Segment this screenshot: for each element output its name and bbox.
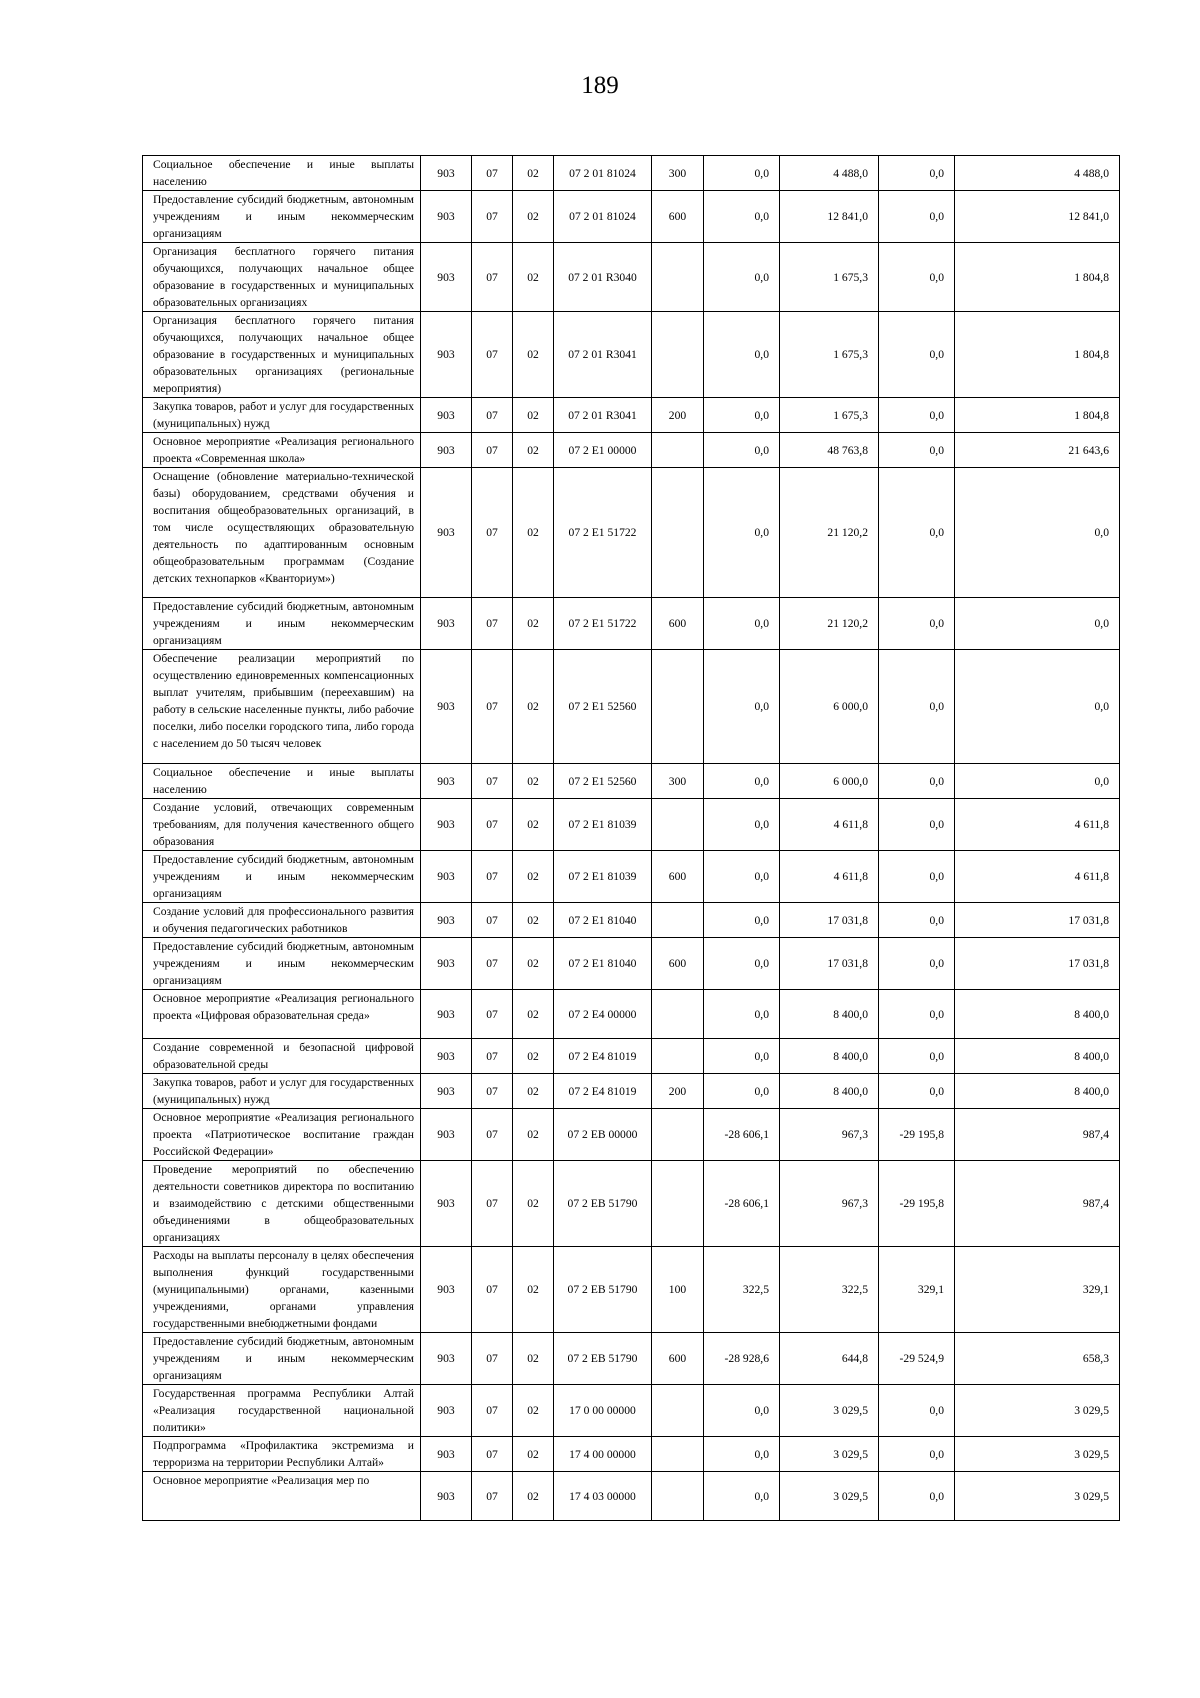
target-article-code: 07 2 01 81024 [554, 156, 652, 191]
amount-1: 3 029,5 [780, 1385, 879, 1437]
amount-change-2: 0,0 [879, 650, 955, 764]
table-row [143, 1437, 1120, 1472]
ministry-code: 903 [421, 156, 472, 191]
amount-change-1: 0,0 [704, 851, 780, 903]
table-row [143, 1109, 1120, 1161]
subsection-code: 02 [513, 433, 554, 468]
expense-type-code: 600 [652, 938, 704, 990]
subsection-code: 02 [513, 1109, 554, 1161]
amount-change-1: 0,0 [704, 650, 780, 764]
table-row [143, 650, 1120, 764]
amount-2: 8 400,0 [955, 1039, 1120, 1074]
amount-change-2: -29 524,9 [879, 1333, 955, 1385]
ministry-code: 903 [421, 1074, 472, 1109]
amount-change-2: 0,0 [879, 799, 955, 851]
ministry-code: 903 [421, 851, 472, 903]
section-code: 07 [472, 851, 513, 903]
subsection-code: 02 [513, 156, 554, 191]
table-row [143, 1385, 1120, 1437]
section-code: 07 [472, 799, 513, 851]
amount-1: 17 031,8 [780, 938, 879, 990]
subsection-code: 02 [513, 851, 554, 903]
amount-change-2: 329,1 [879, 1247, 955, 1333]
target-article-code: 07 2 01 R3041 [554, 398, 652, 433]
expense-type-code: 200 [652, 398, 704, 433]
amount-change-1: 0,0 [704, 468, 780, 598]
section-code: 07 [472, 598, 513, 650]
amount-2: 4 611,8 [955, 799, 1120, 851]
amount-2: 658,3 [955, 1333, 1120, 1385]
expense-type-code: 600 [652, 191, 704, 243]
section-code: 07 [472, 1074, 513, 1109]
amount-change-1: 0,0 [704, 398, 780, 433]
amount-2: 21 643,6 [955, 433, 1120, 468]
section-code: 07 [472, 312, 513, 398]
amount-1: 322,5 [780, 1247, 879, 1333]
section-code: 07 [472, 1437, 513, 1472]
subsection-code: 02 [513, 799, 554, 851]
ministry-code: 903 [421, 1472, 472, 1521]
expense-type-code [652, 799, 704, 851]
target-article-code: 07 2 E1 52560 [554, 764, 652, 799]
amount-change-1: 0,0 [704, 433, 780, 468]
subsection-code: 02 [513, 1385, 554, 1437]
table-row [143, 1161, 1120, 1247]
amount-change-2: -29 195,8 [879, 1161, 955, 1247]
amount-1: 1 675,3 [780, 243, 879, 312]
subsection-code: 02 [513, 938, 554, 990]
row-name: Предоставление субсидий бюджетным, автономным учреждениям и иным некоммерческим организациям [143, 191, 421, 243]
subsection-code: 02 [513, 312, 554, 398]
amount-change-2: 0,0 [879, 1039, 955, 1074]
row-name: Проведение мероприятий по обеспечению деятельности советников директора по воспитанию и взаимодействию с детскими общественными объединениями в общеобразовательных организациях [143, 1161, 421, 1247]
table-row [143, 191, 1120, 243]
subsection-code: 02 [513, 598, 554, 650]
target-article-code: 07 2 E4 00000 [554, 990, 652, 1039]
section-code: 07 [472, 468, 513, 598]
table-row [143, 433, 1120, 468]
subsection-code: 02 [513, 1437, 554, 1472]
expense-type-code: 600 [652, 1333, 704, 1385]
amount-1: 1 675,3 [780, 312, 879, 398]
amount-change-2: 0,0 [879, 990, 955, 1039]
ministry-code: 903 [421, 598, 472, 650]
section-code: 07 [472, 1385, 513, 1437]
amount-change-2: 0,0 [879, 764, 955, 799]
target-article-code: 07 2 E1 81040 [554, 903, 652, 938]
amount-change-1: 0,0 [704, 312, 780, 398]
amount-change-1: 0,0 [704, 1472, 780, 1521]
table-row [143, 990, 1120, 1039]
amount-1: 3 029,5 [780, 1472, 879, 1521]
target-article-code: 17 4 03 00000 [554, 1472, 652, 1521]
amount-change-1: -28 606,1 [704, 1109, 780, 1161]
amount-2: 0,0 [955, 598, 1120, 650]
row-name: Социальное обеспечение и иные выплаты населению [143, 156, 421, 191]
amount-change-1: 0,0 [704, 903, 780, 938]
row-name: Основное мероприятие «Реализация мер по [143, 1472, 421, 1521]
section-code: 07 [472, 1161, 513, 1247]
subsection-code: 02 [513, 903, 554, 938]
amount-change-2: 0,0 [879, 598, 955, 650]
amount-2: 12 841,0 [955, 191, 1120, 243]
amount-1: 967,3 [780, 1161, 879, 1247]
target-article-code: 17 4 00 00000 [554, 1437, 652, 1472]
amount-change-2: 0,0 [879, 312, 955, 398]
row-name: Предоставление субсидий бюджетным, автономным учреждениям и иным некоммерческим организациям [143, 851, 421, 903]
table-row [143, 1472, 1120, 1521]
amount-1: 967,3 [780, 1109, 879, 1161]
amount-change-2: 0,0 [879, 468, 955, 598]
amount-2: 1 804,8 [955, 312, 1120, 398]
amount-2: 8 400,0 [955, 1074, 1120, 1109]
budget-table-body [143, 156, 1120, 1521]
ministry-code: 903 [421, 1161, 472, 1247]
amount-2: 3 029,5 [955, 1437, 1120, 1472]
target-article-code: 07 2 E1 51722 [554, 468, 652, 598]
subsection-code: 02 [513, 990, 554, 1039]
row-name: Основное мероприятие «Реализация регионального проекта «Патриотическое воспитание граждан Российской Федерации» [143, 1109, 421, 1161]
amount-1: 21 120,2 [780, 598, 879, 650]
expense-type-code: 200 [652, 1074, 704, 1109]
amount-change-1: 0,0 [704, 990, 780, 1039]
ministry-code: 903 [421, 433, 472, 468]
amount-1: 4 611,8 [780, 851, 879, 903]
amount-1: 48 763,8 [780, 433, 879, 468]
amount-2: 0,0 [955, 764, 1120, 799]
amount-change-2: 0,0 [879, 156, 955, 191]
subsection-code: 02 [513, 1161, 554, 1247]
row-name: Предоставление субсидий бюджетным, автономным учреждениям и иным некоммерческим организациям [143, 938, 421, 990]
target-article-code: 07 2 EB 51790 [554, 1247, 652, 1333]
table-row [143, 312, 1120, 398]
target-article-code: 07 2 E1 81040 [554, 938, 652, 990]
subsection-code: 02 [513, 1333, 554, 1385]
table-row [143, 1247, 1120, 1333]
table-row [143, 938, 1120, 990]
table-row [143, 903, 1120, 938]
target-article-code: 07 2 EB 00000 [554, 1109, 652, 1161]
ministry-code: 903 [421, 903, 472, 938]
ministry-code: 903 [421, 312, 472, 398]
amount-1: 6 000,0 [780, 764, 879, 799]
row-name: Обеспечение реализации мероприятий по осуществлению единовременных компенсационных выплат учителям, прибывшим (переехавшим) на работу в сельские населенные пункты, либо рабочие поселки, либо поселки городского типа, либо города с населением до 50 тысяч человек [143, 650, 421, 764]
amount-2: 4 611,8 [955, 851, 1120, 903]
expense-type-code: 300 [652, 156, 704, 191]
subsection-code: 02 [513, 1247, 554, 1333]
ministry-code: 903 [421, 1247, 472, 1333]
expense-type-code [652, 1472, 704, 1521]
section-code: 07 [472, 903, 513, 938]
target-article-code: 17 0 00 00000 [554, 1385, 652, 1437]
target-article-code: 07 2 EB 51790 [554, 1333, 652, 1385]
amount-1: 1 675,3 [780, 398, 879, 433]
amount-2: 987,4 [955, 1161, 1120, 1247]
amount-change-1: 0,0 [704, 799, 780, 851]
amount-change-2: -29 195,8 [879, 1109, 955, 1161]
target-article-code: 07 2 01 81024 [554, 191, 652, 243]
table-row [143, 851, 1120, 903]
row-name: Предоставление субсидий бюджетным, автономным учреждениям и иным некоммерческим организациям [143, 598, 421, 650]
page-number: 189 [581, 72, 619, 99]
expense-type-code [652, 650, 704, 764]
table-row [143, 398, 1120, 433]
amount-change-1: 0,0 [704, 938, 780, 990]
subsection-code: 02 [513, 468, 554, 598]
amount-change-2: 0,0 [879, 433, 955, 468]
target-article-code: 07 2 E1 81039 [554, 799, 652, 851]
amount-change-1: 0,0 [704, 1039, 780, 1074]
table-row [143, 799, 1120, 851]
amount-1: 4 611,8 [780, 799, 879, 851]
amount-2: 987,4 [955, 1109, 1120, 1161]
subsection-code: 02 [513, 1472, 554, 1521]
ministry-code: 903 [421, 1437, 472, 1472]
amount-2: 8 400,0 [955, 990, 1120, 1039]
amount-1: 17 031,8 [780, 903, 879, 938]
target-article-code: 07 2 E1 81039 [554, 851, 652, 903]
amount-2: 17 031,8 [955, 903, 1120, 938]
amount-1: 6 000,0 [780, 650, 879, 764]
row-name: Создание условий, отвечающих современным требованиям, для получения качественного общего образования [143, 799, 421, 851]
ministry-code: 903 [421, 764, 472, 799]
amount-change-1: 0,0 [704, 598, 780, 650]
ministry-code: 903 [421, 1385, 472, 1437]
section-code: 07 [472, 1472, 513, 1521]
amount-change-2: 0,0 [879, 1437, 955, 1472]
expense-type-code: 100 [652, 1247, 704, 1333]
amount-change-1: 0,0 [704, 1385, 780, 1437]
target-article-code: 07 2 01 R3041 [554, 312, 652, 398]
ministry-code: 903 [421, 1333, 472, 1385]
row-name: Предоставление субсидий бюджетным, автономным учреждениям и иным некоммерческим организациям [143, 1333, 421, 1385]
row-name: Социальное обеспечение и иные выплаты населению [143, 764, 421, 799]
amount-1: 3 029,5 [780, 1437, 879, 1472]
amount-1: 644,8 [780, 1333, 879, 1385]
row-name: Организация бесплатного горячего питания обучающихся, получающих начальное общее образование в государственных и муниципальных образовательных организациях [143, 243, 421, 312]
section-code: 07 [472, 938, 513, 990]
amount-2: 0,0 [955, 650, 1120, 764]
target-article-code: 07 2 EB 51790 [554, 1161, 652, 1247]
subsection-code: 02 [513, 398, 554, 433]
ministry-code: 903 [421, 938, 472, 990]
amount-change-1: -28 606,1 [704, 1161, 780, 1247]
section-code: 07 [472, 433, 513, 468]
table-row [143, 1039, 1120, 1074]
subsection-code: 02 [513, 1039, 554, 1074]
expense-type-code [652, 1161, 704, 1247]
row-name: Организация бесплатного горячего питания обучающихся, получающих начальное общее образование в государственных и муниципальных образовательных организациях (региональные мероприятия) [143, 312, 421, 398]
row-name: Закупка товаров, работ и услуг для государственных (муниципальных) нужд [143, 1074, 421, 1109]
subsection-code: 02 [513, 191, 554, 243]
amount-1: 8 400,0 [780, 1074, 879, 1109]
expense-type-code [652, 990, 704, 1039]
amount-change-2: 0,0 [879, 398, 955, 433]
amount-1: 4 488,0 [780, 156, 879, 191]
amount-1: 8 400,0 [780, 1039, 879, 1074]
amount-change-2: 0,0 [879, 191, 955, 243]
ministry-code: 903 [421, 799, 472, 851]
section-code: 07 [472, 1109, 513, 1161]
amount-change-1: 322,5 [704, 1247, 780, 1333]
amount-2: 3 029,5 [955, 1472, 1120, 1521]
row-name: Подпрограмма «Профилактика экстремизма и терроризма на территории Республики Алтай» [143, 1437, 421, 1472]
amount-change-1: 0,0 [704, 1074, 780, 1109]
amount-1: 12 841,0 [780, 191, 879, 243]
ministry-code: 903 [421, 990, 472, 1039]
amount-change-1: -28 928,6 [704, 1333, 780, 1385]
row-name: Государственная программа Республики Алтай «Реализация государственной национальной политики» [143, 1385, 421, 1437]
ministry-code: 903 [421, 650, 472, 764]
ministry-code: 903 [421, 1039, 472, 1074]
section-code: 07 [472, 650, 513, 764]
target-article-code: 07 2 E1 00000 [554, 433, 652, 468]
section-code: 07 [472, 990, 513, 1039]
amount-change-2: 0,0 [879, 1385, 955, 1437]
amount-2: 0,0 [955, 468, 1120, 598]
amount-change-2: 0,0 [879, 851, 955, 903]
subsection-code: 02 [513, 243, 554, 312]
amount-change-2: 0,0 [879, 1472, 955, 1521]
row-name: Закупка товаров, работ и услуг для государственных (муниципальных) нужд [143, 398, 421, 433]
table-row [143, 1074, 1120, 1109]
amount-change-2: 0,0 [879, 903, 955, 938]
section-code: 07 [472, 156, 513, 191]
amount-2: 4 488,0 [955, 156, 1120, 191]
table-row [143, 1333, 1120, 1385]
section-code: 07 [472, 191, 513, 243]
ministry-code: 903 [421, 1109, 472, 1161]
row-name: Оснащение (обновление материально-технической базы) оборудованием, средствами обучения и воспитания общеобразовательных организаций, в том числе осуществляющих образовательную деятельность по адаптированным основным общеобразовательным программам (Создание детских технопарков «Кванториум») [143, 468, 421, 598]
target-article-code: 07 2 E1 51722 [554, 598, 652, 650]
amount-1: 21 120,2 [780, 468, 879, 598]
expense-type-code: 600 [652, 851, 704, 903]
amount-change-2: 0,0 [879, 1074, 955, 1109]
ministry-code: 903 [421, 243, 472, 312]
expense-type-code [652, 312, 704, 398]
subsection-code: 02 [513, 650, 554, 764]
expense-type-code [652, 1039, 704, 1074]
amount-change-1: 0,0 [704, 243, 780, 312]
expense-type-code [652, 433, 704, 468]
expense-type-code [652, 243, 704, 312]
expense-type-code [652, 1385, 704, 1437]
expense-type-code [652, 1437, 704, 1472]
row-name: Создание условий для профессионального развития и обучения педагогических работников [143, 903, 421, 938]
amount-2: 3 029,5 [955, 1385, 1120, 1437]
expense-type-code: 300 [652, 764, 704, 799]
amount-change-1: 0,0 [704, 1437, 780, 1472]
table-row [143, 598, 1120, 650]
expense-type-code [652, 1109, 704, 1161]
target-article-code: 07 2 E1 52560 [554, 650, 652, 764]
expense-type-code [652, 468, 704, 598]
subsection-code: 02 [513, 1074, 554, 1109]
subsection-code: 02 [513, 764, 554, 799]
target-article-code: 07 2 01 R3040 [554, 243, 652, 312]
target-article-code: 07 2 E4 81019 [554, 1039, 652, 1074]
budget-table [142, 155, 1120, 1521]
ministry-code: 903 [421, 468, 472, 598]
amount-2: 1 804,8 [955, 243, 1120, 312]
table-row [143, 764, 1120, 799]
section-code: 07 [472, 243, 513, 312]
table-row [143, 156, 1120, 191]
expense-type-code: 600 [652, 598, 704, 650]
amount-change-1: 0,0 [704, 156, 780, 191]
amount-1: 8 400,0 [780, 990, 879, 1039]
section-code: 07 [472, 764, 513, 799]
amount-2: 1 804,8 [955, 398, 1120, 433]
amount-change-1: 0,0 [704, 764, 780, 799]
amount-2: 329,1 [955, 1247, 1120, 1333]
section-code: 07 [472, 1333, 513, 1385]
amount-change-2: 0,0 [879, 243, 955, 312]
expense-type-code [652, 903, 704, 938]
row-name: Основное мероприятие «Реализация регионального проекта «Цифровая образовательная среда» [143, 990, 421, 1039]
target-article-code: 07 2 E4 81019 [554, 1074, 652, 1109]
ministry-code: 903 [421, 398, 472, 433]
section-code: 07 [472, 1247, 513, 1333]
ministry-code: 903 [421, 191, 472, 243]
table-row [143, 243, 1120, 312]
amount-change-1: 0,0 [704, 191, 780, 243]
section-code: 07 [472, 398, 513, 433]
row-name: Создание современной и безопасной цифровой образовательной среды [143, 1039, 421, 1074]
row-name: Основное мероприятие «Реализация регионального проекта «Современная школа» [143, 433, 421, 468]
amount-change-2: 0,0 [879, 938, 955, 990]
amount-2: 17 031,8 [955, 938, 1120, 990]
row-name: Расходы на выплаты персоналу в целях обеспечения выполнения функций государственными (муниципальными) органами, казенными учреждениями, органами управления государственными внебюджетными фондами [143, 1247, 421, 1333]
section-code: 07 [472, 1039, 513, 1074]
table-row [143, 468, 1120, 598]
